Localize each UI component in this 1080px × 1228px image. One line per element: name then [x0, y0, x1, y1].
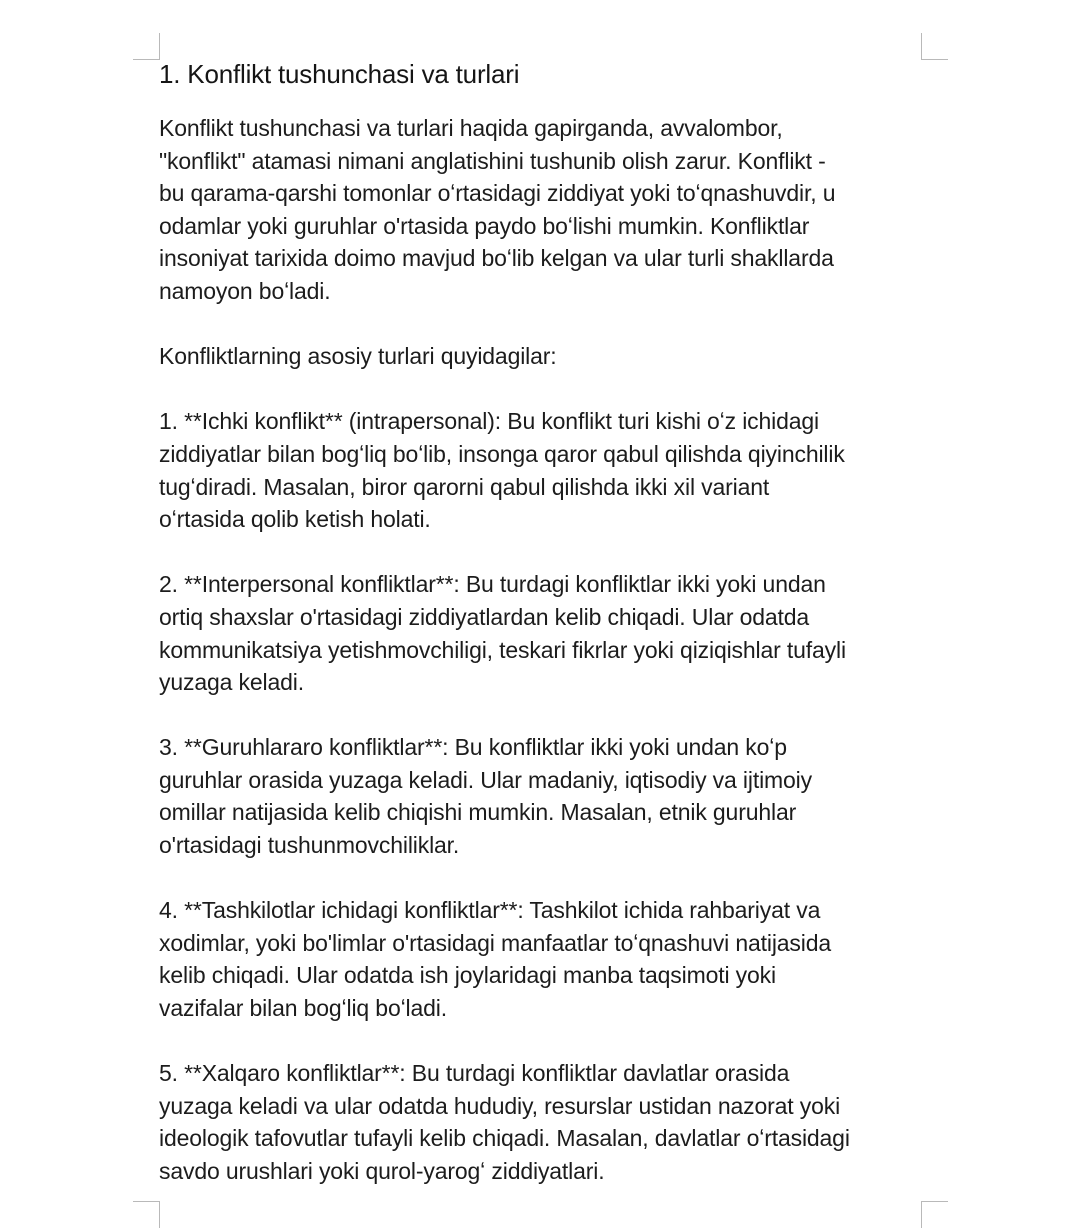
text-line: savdo urushlari yoki qurol-yarogʻ ziddiyatlari. [159, 1158, 605, 1184]
text-line: Konflikt tushunchasi va turlari haqida gapirganda, avvalombor, [159, 115, 783, 141]
paragraph-spacer [159, 308, 929, 341]
text-line: vazifalar bilan bogʻliq boʻladi. [159, 995, 447, 1022]
text-line: "konflikt" atamasi nimani anglatishini tushunib olish zarur. Konflikt - [159, 147, 826, 174]
text-line: Konfliktlarning asosiy turlari quyidagilar: [159, 343, 557, 370]
text-line: 1. **Ichki konflikt** (intrapersonal): Bu konflikt turi kishi oʻz ichidagi [159, 408, 820, 435]
text-line: insoniyat tarixida doimo mavjud boʻlib kelgan va ular turli shakllarda [159, 245, 834, 272]
paragraph-item-5 [159, 1057, 929, 1187]
text-line: ortiq shaxslar o'rtasidagi ziddiyatlardan kelib chiqadi. Ular odatda [159, 603, 810, 630]
paragraph-spacer [159, 699, 929, 732]
text-line: kommunikatsiya yetishmovchiligi, teskari fikrlar yoki qiziqishlar tufayli [159, 636, 846, 663]
paragraph-spacer [159, 1025, 929, 1058]
page-margin-corner-bottom-left [133, 1201, 160, 1228]
text-line: omillar natijasida kelib chiqishi mumkin. Masalan, etnik guruhlar [159, 799, 797, 826]
paragraph-item-4 [159, 894, 929, 1024]
text-line: oʻrtasida qolib ketish holati. [159, 506, 431, 533]
document-body[interactable] [159, 56, 929, 1188]
text-line: ziddiyatlar bilan bogʻliq boʻlib, insonga qaror qabul qilishda qiyinchilik [159, 440, 845, 467]
paragraph-item-1 [159, 405, 929, 535]
text-line: odamlar yoki guruhlar o'rtasida paydo boʻlishi mumkin. Konfliktlar [159, 212, 810, 239]
text-line: bu qarama-qarshi tomonlar oʻrtasidagi ziddiyat yoki toʻqnashuvdir, u [159, 180, 836, 207]
page-margin-corner-top-left [133, 33, 160, 60]
text-line: yuzaga keladi. [159, 669, 304, 696]
text-line: 3. **Guruhlararo konfliktlar**: Bu konfliktlar ikki yoki undan koʻp [159, 734, 787, 761]
text-line: namoyon boʻladi. [159, 277, 331, 304]
text-line: tugʻdiradi. Masalan, biror qarorni qabul qilishda ikki xil variant [159, 473, 770, 500]
text-line: xodimlar, yoki bo'limlar o'rtasidagi manfaatlar toʻqnashuvi natijasida [159, 929, 832, 956]
paragraph-spacer [159, 862, 929, 895]
text-line: o'rtasidagi tushunmovchiliklar. [159, 832, 460, 859]
text-line: guruhlar orasida yuzaga keladi. Ular madaniy, iqtisodiy va ijtimoiy [159, 766, 812, 793]
paragraph-types-intro [159, 340, 929, 373]
paragraph-spacer [159, 373, 929, 406]
document-heading: 1. Konflikt tushunchasi va turlari [159, 59, 520, 89]
text-line: 4. **Tashkilotlar ichidagi konfliktlar**: Tashkilot ichida rahbariyat va [159, 897, 821, 924]
text-line: kelib chiqadi. Ular odatda ish joylaridagi manba taqsimoti yoki [159, 962, 776, 989]
paragraph-item-2 [159, 568, 929, 698]
paragraph-item-3 [159, 731, 929, 861]
paragraph-spacer [159, 536, 929, 569]
page-margin-corner-bottom-right [921, 1201, 948, 1228]
text-line: yuzaga keladi va ular odatda hududiy, resurslar ustidan nazorat yoki [159, 1092, 841, 1119]
text-line: 2. **Interpersonal konfliktlar**: Bu turdagi konfliktlar ikki yoki undan [159, 571, 826, 598]
text-line: 5. **Xalqaro konfliktlar**: Bu turdagi konfliktlar davlatlar orasida [159, 1060, 790, 1087]
paragraph-intro [159, 112, 929, 308]
text-line: ideologik tafovutlar tufayli kelib chiqadi. Masalan, davlatlar oʻrtasidagi [159, 1125, 850, 1152]
